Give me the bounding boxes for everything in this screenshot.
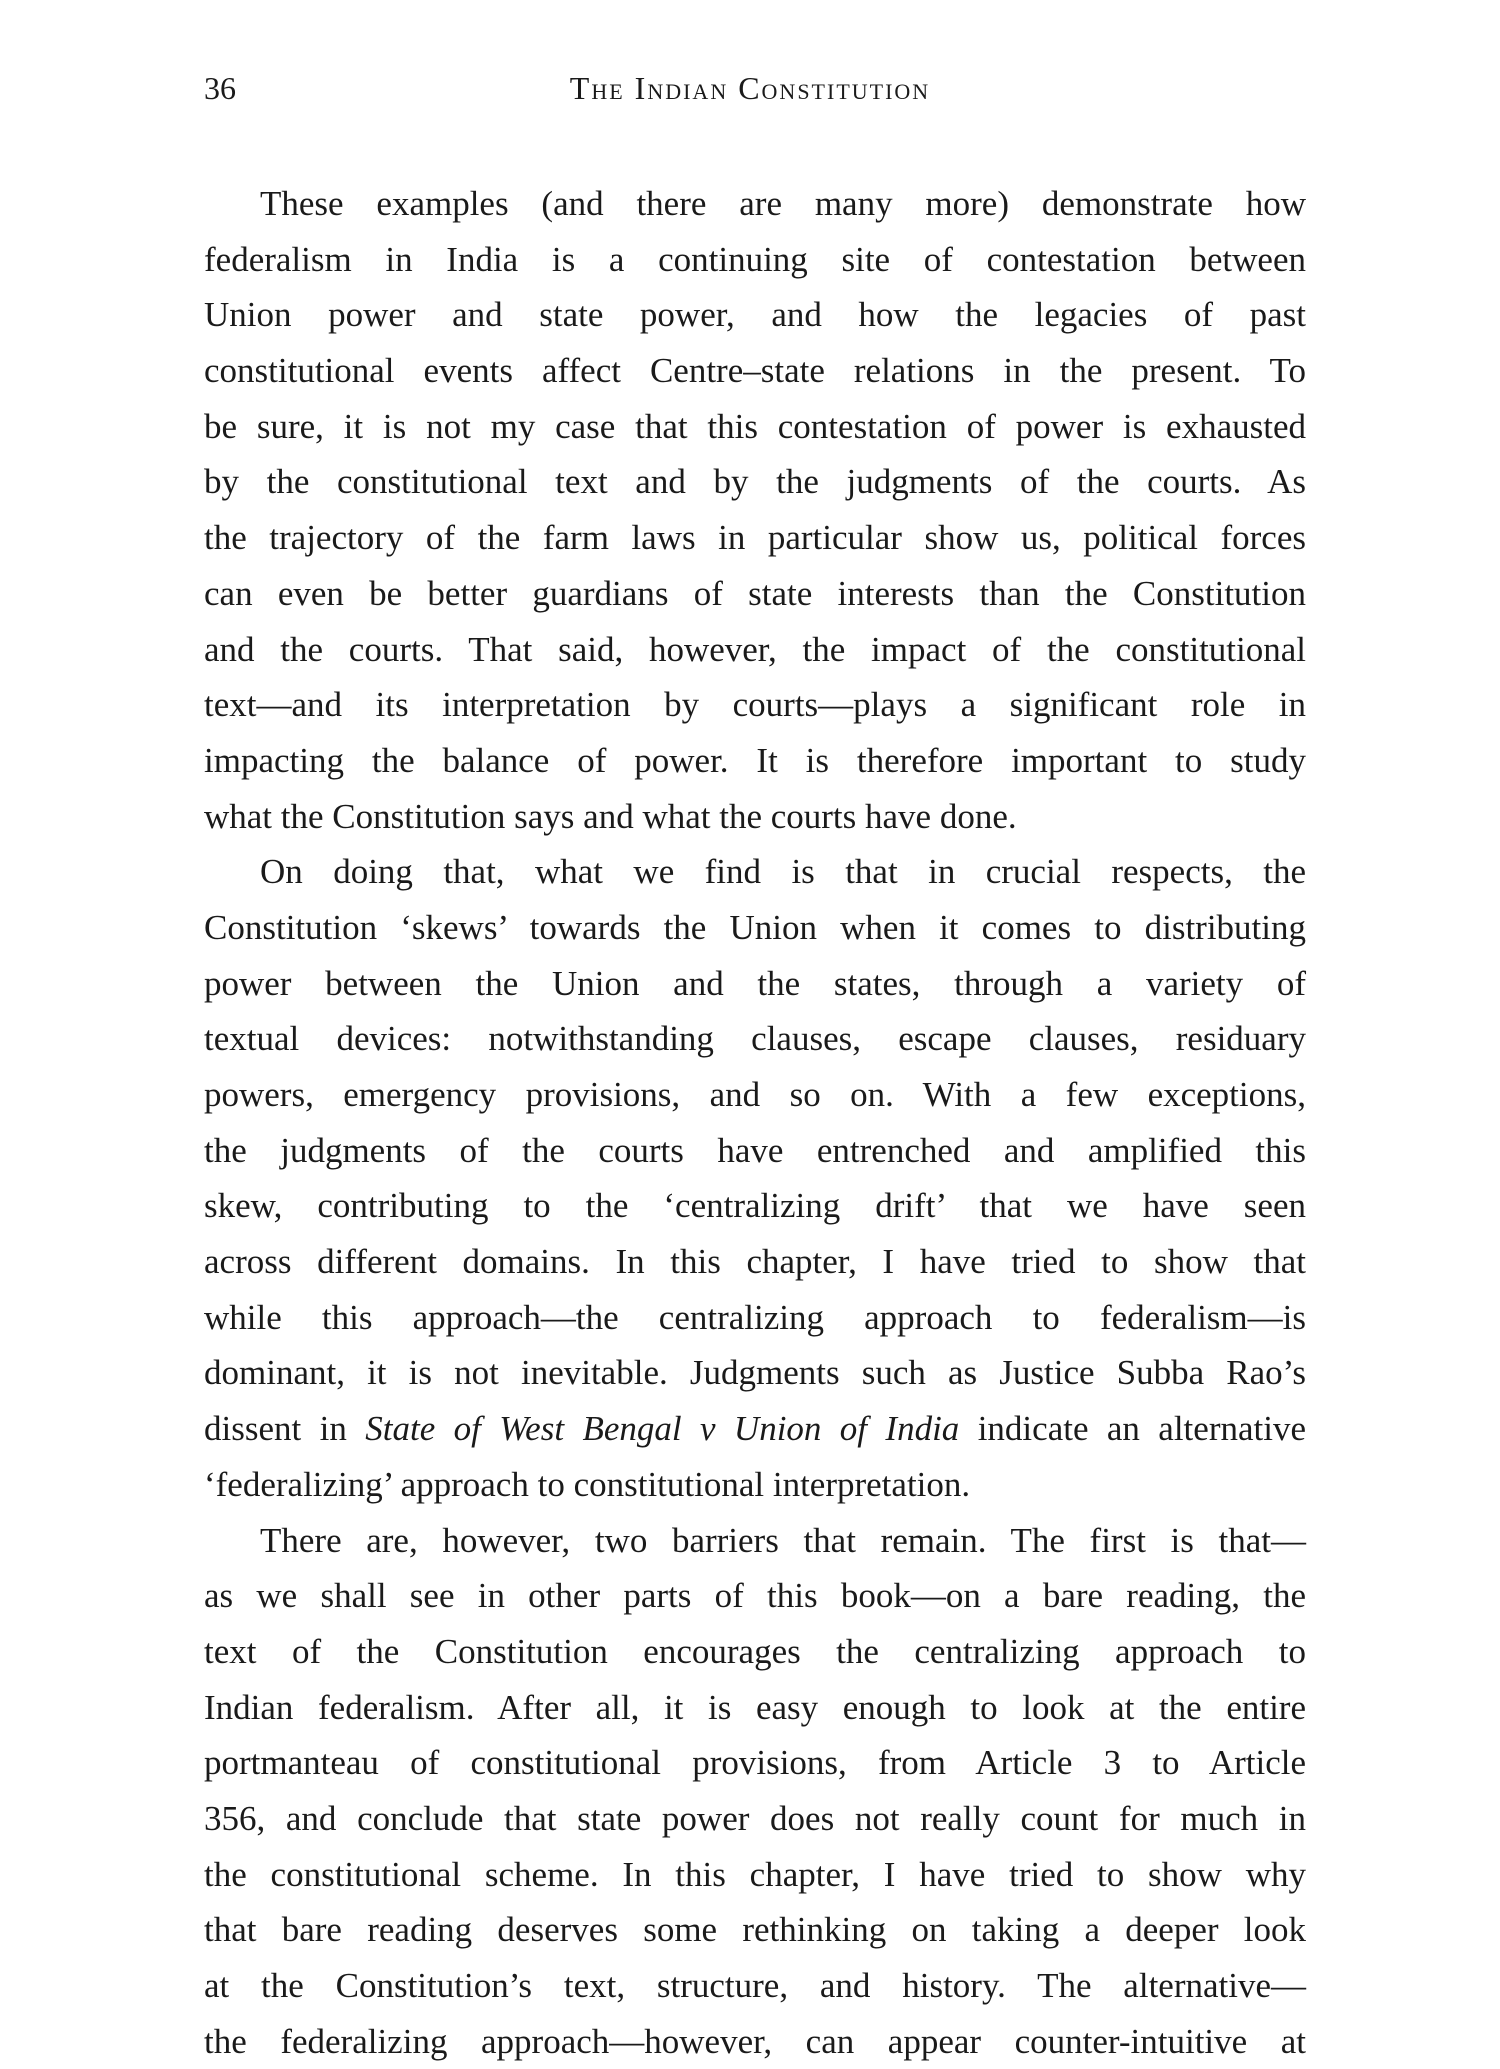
text-line: [204, 1568, 1306, 1624]
text-segment: Constitution ‘skews’ towards the Union when it comes to distributing: [204, 908, 1306, 947]
running-header-title: The Indian Constitution: [0, 70, 1500, 107]
text-segment: by the constitutional text and by the judgments of the courts. As: [204, 462, 1306, 501]
text-line: [204, 1902, 1306, 1958]
text-segment: dominant, it is not inevitable. Judgments such as Justice Subba Rao’s: [204, 1353, 1306, 1392]
text-segment: powers, emergency provisions, and so on. With a few exceptions,: [204, 1075, 1306, 1114]
text-line: [204, 454, 1306, 510]
text-line: [204, 176, 1306, 232]
text-segment: be sure, it is not my case that this contestation of power is exhausted: [204, 407, 1306, 446]
text-segment: There are, however, two barriers that remain. The first is that—: [260, 1521, 1306, 1560]
text-segment: dissent in: [204, 1409, 365, 1448]
text-segment: across different domains. In this chapter, I have tried to show that: [204, 1242, 1306, 1281]
text-line: [204, 789, 1306, 845]
text-segment: power between the Union and the states, through a variety of: [204, 964, 1306, 1003]
text-segment: Union power and state power, and how the legacies of past: [204, 295, 1306, 334]
text-segment: while this approach—the centralizing approach to federalism—is: [204, 1298, 1306, 1337]
text-segment: indicate an alternative: [959, 1409, 1306, 1448]
text-segment: textual devices: notwithstanding clauses, escape clauses, residuary: [204, 1019, 1306, 1058]
text-segment: the constitutional scheme. In this chapter, I have tried to show why: [204, 1855, 1306, 1894]
text-line: [204, 1735, 1306, 1791]
text-line: [204, 1290, 1306, 1346]
text-segment: constitutional events affect Centre–state relations in the present. To: [204, 351, 1306, 390]
text-line: [204, 1457, 1306, 1513]
paragraph: [204, 176, 1306, 844]
text-segment: federalism in India is a continuing site of contestation between: [204, 240, 1306, 279]
text-line: [204, 1958, 1306, 2014]
text-segment: text—and its interpretation by courts—plays a significant role in: [204, 685, 1306, 724]
text-line: [204, 1011, 1306, 1067]
text-line: [204, 1791, 1306, 1847]
text-line: [204, 1847, 1306, 1903]
text-segment: as we shall see in other parts of this book—on a bare reading, the: [204, 1576, 1306, 1615]
text-line: [204, 1680, 1306, 1736]
text-segment: and the courts. That said, however, the impact of the constitutional: [204, 630, 1306, 669]
text-line: [204, 1234, 1306, 1290]
text-segment: what the Constitution says and what the courts have done.: [204, 797, 1017, 836]
text-line: [204, 1624, 1306, 1680]
text-line: [204, 844, 1306, 900]
text-line: [204, 1067, 1306, 1123]
text-line: [204, 677, 1306, 733]
paragraph: [204, 1513, 1306, 2069]
text-line: [204, 622, 1306, 678]
text-segment: text of the Constitution encourages the centralizing approach to: [204, 1632, 1306, 1671]
text-segment: These examples (and there are many more) demonstrate how: [260, 184, 1306, 223]
text-line: [204, 1345, 1306, 1401]
text-line: [204, 1178, 1306, 1234]
text-segment: portmanteau of constitutional provisions, from Article 3 to Article: [204, 1743, 1306, 1782]
text-segment: the judgments of the courts have entrenched and amplified this: [204, 1131, 1306, 1170]
text-line: [204, 510, 1306, 566]
body-text: [204, 176, 1306, 2069]
text-line: [204, 566, 1306, 622]
text-line: [204, 900, 1306, 956]
text-segment: On doing that, what we find is that in crucial respects, the: [260, 852, 1306, 891]
text-segment: Indian federalism. After all, it is easy enough to look at the entire: [204, 1688, 1306, 1727]
text-line: [204, 733, 1306, 789]
text-segment: the trajectory of the farm laws in particular show us, political forces: [204, 518, 1306, 557]
text-segment: at the Constitution’s text, structure, and history. The alternative—: [204, 1966, 1306, 2005]
page-number: 36: [204, 70, 236, 107]
text-line: [204, 287, 1306, 343]
paragraph: [204, 844, 1306, 1512]
case-citation-italic: State of West Bengal v Union of India: [365, 1409, 959, 1448]
text-line: [204, 2014, 1306, 2069]
text-segment: can even be better guardians of state interests than the Constitution: [204, 574, 1306, 613]
text-line: [204, 232, 1306, 288]
text-line: [204, 343, 1306, 399]
text-line: [204, 399, 1306, 455]
text-segment: 356, and conclude that state power does not really count for much in: [204, 1799, 1306, 1838]
text-segment: impacting the balance of power. It is therefore important to study: [204, 741, 1306, 780]
text-segment: ‘federalizing’ approach to constitutional interpretation.: [204, 1465, 970, 1504]
text-line: [204, 956, 1306, 1012]
text-line: [204, 1513, 1306, 1569]
text-line: [204, 1123, 1306, 1179]
text-segment: the federalizing approach—however, can appear counter-intuitive at: [204, 2022, 1306, 2061]
text-segment: skew, contributing to the ‘centralizing drift’ that we have seen: [204, 1186, 1306, 1225]
text-segment: that bare reading deserves some rethinking on taking a deeper look: [204, 1910, 1306, 1949]
text-line: [204, 1401, 1306, 1457]
